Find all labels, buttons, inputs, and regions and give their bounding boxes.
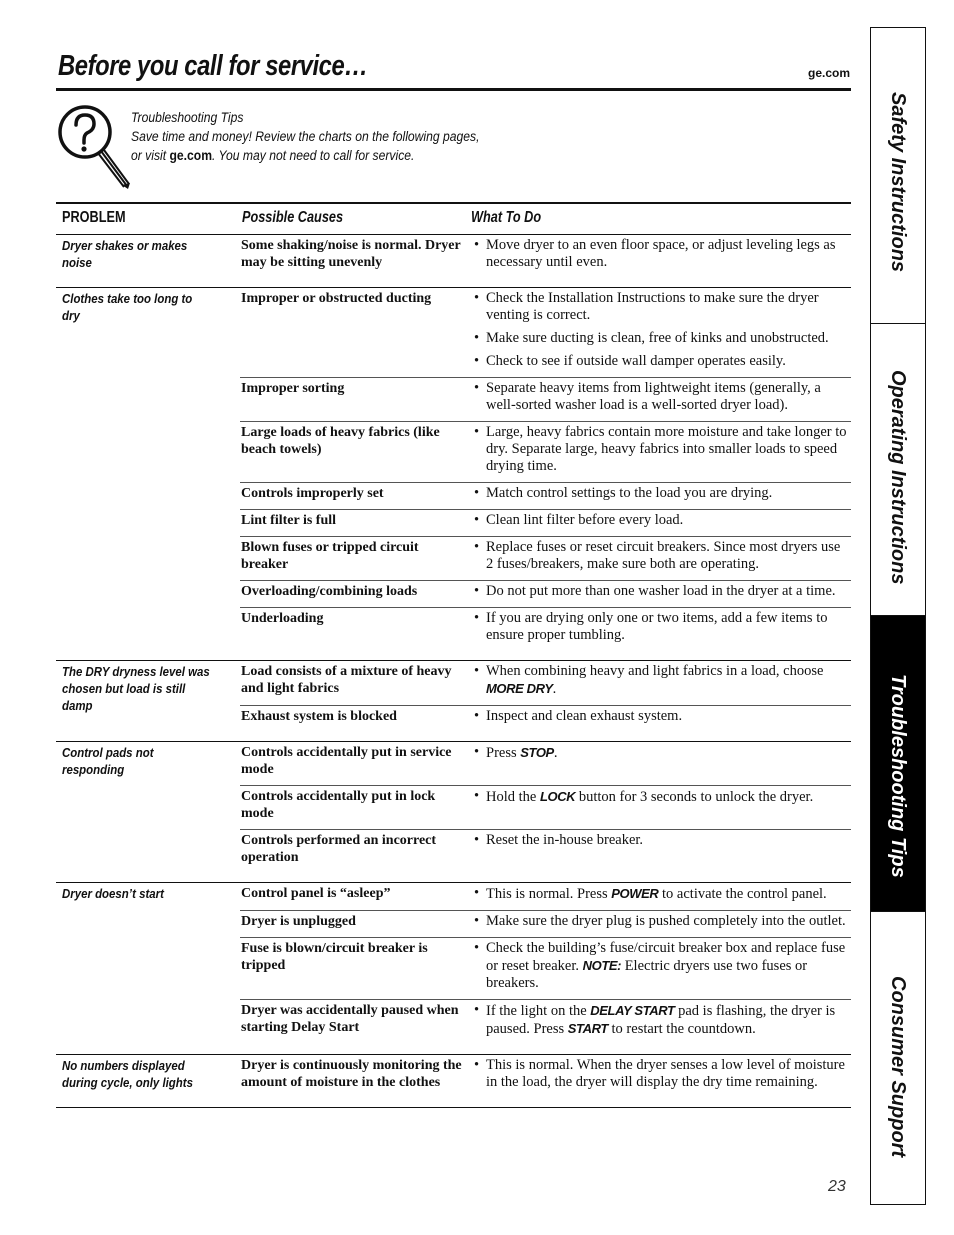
possible-cause: Some shaking/noise is normal. Dryer may be sitting unevenly — [241, 238, 461, 270]
todo-item — [470, 788, 851, 806]
control-keyword: STOP — [520, 745, 554, 760]
todo-text-end: button for 3 seconds to unlock the dryer. — [575, 789, 814, 805]
todo-item — [470, 663, 851, 698]
problem-group — [56, 742, 851, 883]
question-magnifier-icon — [56, 103, 134, 193]
todo-text — [486, 744, 557, 762]
todo-text: Check to see if outside wall damper operates easily. — [486, 353, 786, 369]
table-row — [240, 581, 851, 608]
todo-item — [470, 832, 851, 849]
todo-text: If you are drying only one or two items, add a few items to ensure proper tumbling. — [486, 610, 828, 643]
todo-item — [470, 380, 851, 414]
bullet: • — [474, 832, 480, 848]
bullet: • — [474, 788, 480, 804]
todo-item — [470, 290, 851, 324]
what-to-do — [466, 485, 851, 502]
tab-safety-instructions[interactable] — [871, 28, 925, 324]
todo-item — [470, 539, 851, 573]
table-body — [56, 235, 851, 1108]
table-row — [240, 706, 851, 732]
problem-group — [56, 1055, 851, 1108]
problem-label: The DRY dryness level was chosen but load is still damp — [62, 664, 210, 713]
todo-text-middle: pad is flashing, the dryer is paused. Press — [486, 1003, 836, 1037]
bullet: • — [474, 512, 480, 528]
possible-cause: Controls improperly set — [241, 486, 384, 501]
todo-item — [470, 885, 851, 903]
todo-text: Separate heavy items from lightweight items (generally, a well-sorted washer load is a well-sorted dryer load). — [486, 380, 821, 413]
todo-text: Make sure ducting is clean, free of kinks and unobstructed. — [486, 330, 829, 346]
tab-label: Consumer Support — [887, 976, 909, 1158]
bullet: • — [474, 663, 480, 679]
table-row — [240, 661, 851, 706]
header-rule — [56, 88, 851, 91]
todo-item — [470, 940, 851, 992]
table-row — [240, 911, 851, 938]
bullet: • — [474, 744, 480, 760]
what-to-do — [466, 744, 851, 778]
problem-label: Clothes take too long to dry — [62, 291, 193, 323]
bullet: • — [474, 290, 480, 306]
possible-cause: Dryer was accidentally paused when starting Delay Start — [241, 1003, 459, 1035]
problem-label: Control pads not responding — [62, 745, 154, 777]
troubleshooting-tips-intro — [131, 108, 599, 165]
todo-text — [486, 788, 813, 806]
tips-heading: Troubleshooting Tips — [131, 110, 244, 125]
todo-text: Inspect and clean exhaust system. — [486, 708, 683, 724]
what-to-do — [466, 1057, 851, 1091]
header-todo: What To Do — [471, 209, 542, 226]
todo-item — [470, 1002, 851, 1038]
section-tabs — [870, 27, 926, 1205]
todo-item — [470, 708, 851, 725]
header-problem: PROBLEM — [62, 209, 126, 226]
tips-line-1: Save time and money! Review the charts on the following pages, — [131, 129, 480, 144]
todo-text: Match control settings to the load you are drying. — [486, 485, 773, 501]
possible-cause: Load consists of a mixture of heavy and light fabrics — [241, 664, 452, 696]
table-row — [240, 378, 851, 422]
what-to-do — [466, 583, 851, 600]
bullet: • — [474, 424, 480, 440]
what-to-do — [466, 708, 851, 725]
bullet: • — [474, 237, 480, 253]
bullet: • — [474, 539, 480, 555]
bullet: • — [474, 330, 480, 346]
table-row — [240, 938, 851, 1000]
table-row — [240, 483, 851, 510]
todo-item — [470, 610, 851, 644]
bullet: • — [474, 1002, 480, 1018]
tab-troubleshooting-tips[interactable] — [871, 616, 925, 912]
what-to-do — [466, 237, 851, 271]
problem-label: Dryer doesn’t start — [62, 886, 164, 901]
page-title: Before you call for service… — [58, 50, 368, 82]
problem-group — [56, 235, 851, 288]
table-header — [56, 202, 851, 235]
todo-text: Check the Installation Instructions to make sure the dryer venting is correct. — [486, 290, 819, 323]
possible-cause: Controls accidentally put in lock mode — [241, 789, 436, 821]
table-row — [240, 1000, 851, 1045]
bullet: • — [474, 1057, 480, 1073]
todo-text — [486, 940, 851, 992]
todo-text: Reset the in-house breaker. — [486, 832, 644, 848]
control-keyword: START — [567, 1021, 608, 1036]
table-row — [240, 422, 851, 483]
what-to-do — [466, 1002, 851, 1038]
table-row — [240, 288, 851, 378]
problem-group — [56, 661, 851, 742]
possible-cause: Blown fuses or tripped circuit breaker — [241, 540, 419, 572]
problem-label: No numbers displayed during cycle, only lights — [62, 1058, 193, 1090]
bullet: • — [474, 610, 480, 626]
table-row — [240, 608, 851, 651]
possible-cause: Exhaust system is blocked — [241, 709, 397, 724]
control-keyword: LOCK — [539, 789, 576, 804]
possible-cause: Dryer is continuously monitoring the amount of moisture in the clothes — [241, 1058, 462, 1090]
troubleshooting-table — [56, 202, 851, 1108]
possible-cause: Controls performed an incorrect operation — [241, 833, 437, 865]
possible-cause: Improper or obstructed ducting — [241, 291, 432, 306]
todo-text: Large, heavy fabrics contain more moisture and take longer to dry. Separate large, heavy fabrics into smaller loads to speed drying time. — [486, 424, 847, 474]
todo-text-end: . — [552, 681, 557, 697]
possible-cause: Fuse is blown/circuit breaker is tripped — [241, 941, 428, 973]
what-to-do — [466, 290, 851, 370]
possible-cause: Controls accidentally put in service mode — [241, 745, 452, 777]
tips-line-2-prefix: or visit — [131, 148, 170, 163]
what-to-do — [466, 610, 851, 644]
todo-text: Do not put more than one washer load in the dryer at a time. — [486, 583, 836, 599]
table-row — [240, 883, 851, 911]
what-to-do — [466, 424, 851, 475]
todo-item — [470, 424, 851, 475]
todo-text — [486, 663, 851, 698]
bullet: • — [474, 380, 480, 396]
table-row — [240, 742, 851, 786]
problem-label: Dryer shakes or makes noise — [62, 238, 188, 270]
possible-cause: Overloading/combining loads — [241, 584, 418, 599]
what-to-do — [466, 940, 851, 992]
ge-link[interactable]: ge.com — [169, 148, 213, 163]
bullet: • — [474, 940, 480, 956]
possible-cause: Underloading — [241, 611, 324, 626]
control-keyword: NOTE: — [582, 958, 622, 973]
todo-text-start: When combining heavy and light fabrics in a load, choose — [486, 663, 824, 679]
header-causes: Possible Causes — [242, 209, 344, 226]
todo-text: Replace fuses or reset circuit breakers. Since most dryers use 2 fuses/breakers, make sure both are operating. — [486, 539, 841, 572]
table-row — [240, 786, 851, 830]
todo-text — [486, 1002, 851, 1038]
tab-consumer-support[interactable] — [871, 912, 925, 1204]
todo-text-end: Electric dryers use two fuses or breakers. — [486, 958, 808, 991]
todo-item — [470, 744, 851, 762]
tips-line-2-suffix: . You may not need to call for service. — [212, 148, 415, 163]
tab-label: Troubleshooting Tips — [887, 674, 909, 878]
bullet: • — [474, 913, 480, 929]
table-row — [240, 537, 851, 581]
todo-text-end: to restart the countdown. — [607, 1021, 756, 1037]
todo-text: Move dryer to an even floor space, or adjust leveling legs as necessary until even. — [486, 237, 836, 270]
page-number: 23 — [828, 1178, 846, 1195]
what-to-do — [466, 788, 851, 822]
possible-cause: Large loads of heavy fabrics (like beach towels) — [241, 425, 440, 457]
todo-item — [470, 583, 851, 600]
possible-cause: Improper sorting — [241, 381, 345, 396]
todo-item — [470, 512, 851, 529]
bullet: • — [474, 353, 480, 369]
todo-item — [470, 353, 851, 370]
todo-text-end: to activate the control panel. — [658, 886, 827, 902]
todo-text: This is normal. When the dryer senses a low level of moisture in the load, the dryer will display the dry time remaining. — [486, 1057, 845, 1090]
tab-operating-instructions[interactable] — [871, 324, 925, 616]
control-keyword: POWER — [611, 886, 659, 901]
what-to-do — [466, 380, 851, 414]
possible-cause: Lint filter is full — [241, 513, 337, 528]
bullet: • — [474, 885, 480, 901]
control-keyword: DELAY START — [590, 1003, 675, 1018]
what-to-do — [466, 913, 851, 930]
todo-text-start: This is normal. Press — [486, 886, 612, 902]
tab-label: Safety Instructions — [887, 92, 909, 273]
possible-cause: Control panel is “asleep” — [241, 886, 391, 901]
todo-text-start: Press — [486, 745, 521, 761]
table-row — [240, 510, 851, 537]
what-to-do — [466, 539, 851, 573]
todo-text-start: Check the building’s fuse/circuit breaker box and replace fuse or reset breaker. — [486, 940, 846, 974]
todo-text-start: If the light on the — [486, 1003, 591, 1019]
todo-item — [470, 237, 851, 271]
todo-text: Clean lint filter before every load. — [486, 512, 684, 528]
problem-group — [56, 883, 851, 1055]
todo-text-start: Hold the — [486, 789, 540, 805]
todo-item — [470, 1057, 851, 1091]
todo-item — [470, 913, 851, 930]
todo-item — [470, 485, 851, 502]
what-to-do — [466, 832, 851, 866]
problem-group — [56, 288, 851, 661]
bullet: • — [474, 485, 480, 501]
control-keyword: MORE DRY — [486, 681, 553, 696]
todo-text-end: . — [553, 745, 558, 761]
tab-label: Operating Instructions — [887, 370, 909, 585]
site-url[interactable]: ge.com — [808, 66, 851, 80]
table-row — [240, 235, 851, 278]
todo-text — [486, 885, 827, 903]
what-to-do — [466, 663, 851, 698]
bullet: • — [474, 708, 480, 724]
tips-line-2 — [131, 146, 599, 165]
table-row — [240, 1055, 851, 1098]
what-to-do — [466, 885, 851, 903]
todo-item — [470, 330, 851, 347]
table-row — [240, 830, 851, 873]
possible-cause: Dryer is unplugged — [241, 914, 356, 929]
what-to-do — [466, 512, 851, 529]
todo-text: Make sure the dryer plug is pushed completely into the outlet. — [486, 913, 846, 929]
bullet: • — [474, 583, 480, 599]
